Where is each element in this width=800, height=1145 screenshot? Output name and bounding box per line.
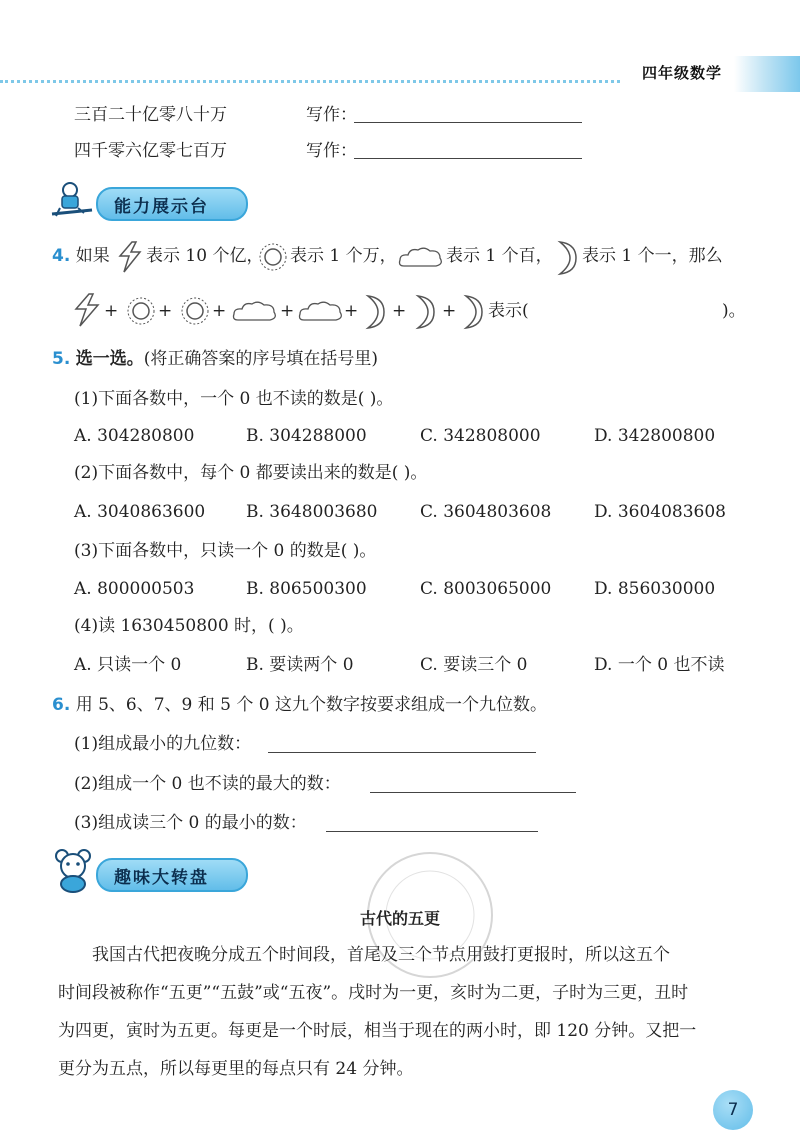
section2-title: 趣味大转盘: [114, 868, 209, 888]
q5-question-3: (3)下面各数中，只读一个 0 的数是( )。: [74, 541, 377, 561]
moon-icon: [460, 294, 486, 330]
q4-answer-blank[interactable]: [540, 296, 720, 324]
q4-plus: +: [104, 301, 119, 321]
q6-number: 6.: [52, 695, 71, 715]
sun-icon: [258, 242, 288, 272]
q5-2-option-d[interactable]: D. 3604083608: [594, 502, 726, 522]
lightning-icon: [116, 240, 144, 274]
section1-title: 能力展示台: [114, 197, 209, 217]
q4-plus: +: [442, 301, 457, 321]
q6-item-2: (2)组成一个 0 也不读的最大的数：: [74, 774, 341, 794]
q5-question-4: (4)读 1630450800 时，( )。: [74, 616, 304, 636]
q4-number: 4.: [52, 246, 71, 266]
skier-mascot-icon: [48, 180, 98, 222]
cloud-icon: [298, 300, 344, 326]
write-row-1-label: 写作：: [306, 105, 357, 125]
q5-2-option-c[interactable]: C. 3604803608: [420, 502, 552, 522]
q4-text-2: 表示 10 个亿，: [146, 246, 264, 266]
sun-icon: [180, 296, 210, 326]
write-row-1-answer-line[interactable]: [354, 122, 582, 123]
write-row-2-label: 写作：: [306, 141, 357, 161]
story-line-3: 为四更，寅时为五更。每更是一个时辰，相当于现在的两小时，即 120 分钟。又把一: [58, 1021, 697, 1041]
story-line-4: 更分为五点，所以每更里的每点只有 24 分钟。: [58, 1059, 414, 1079]
lightning-icon: [72, 292, 102, 328]
q5-4-option-d[interactable]: D. 一个 0 也不读: [594, 655, 725, 675]
q6-item-1-answer-line[interactable]: [268, 752, 536, 753]
q4-text-4: 表示 1 个百，: [446, 246, 553, 266]
q5-3-option-a[interactable]: A. 800000503: [74, 579, 195, 599]
q4-plus: +: [212, 301, 227, 321]
moon-icon: [412, 294, 438, 330]
q4-text-1: 如果: [75, 246, 110, 266]
q5-4-option-c[interactable]: C. 要读三个 0: [420, 655, 528, 675]
q4-plus: +: [344, 301, 359, 321]
q5-4-option-a[interactable]: A. 只读一个 0: [74, 655, 182, 675]
q5-1-option-b[interactable]: B. 304288000: [246, 426, 367, 446]
story-line-2: 时间段被称作“五更”“五鼓”或“五夜”。戌时为一更，亥时为二更，子时为三更，丑时: [58, 983, 689, 1003]
q5-1-option-c[interactable]: C. 342808000: [420, 426, 541, 446]
q6-item-1: (1)组成最小的九位数：: [74, 734, 252, 754]
write-row-2-text: 四千零六亿零七百万: [74, 141, 227, 161]
q4-plus: +: [158, 301, 173, 321]
q4-answer-close: )。: [722, 301, 746, 321]
q5-2-option-a[interactable]: A. 3040863600: [74, 502, 206, 522]
header-title: 四年级数学: [642, 64, 723, 82]
q5-3-option-c[interactable]: C. 8003065000: [420, 579, 552, 599]
q5-1-option-a[interactable]: A. 304280800: [74, 426, 195, 446]
q5-4-option-b[interactable]: B. 要读两个 0: [246, 655, 354, 675]
q4-text-5: 表示 1 个一，那么: [582, 246, 723, 266]
q5-title: 选一选。: [75, 349, 144, 369]
q5-1-option-d[interactable]: D. 342800800: [594, 426, 716, 446]
cloud-icon: [232, 300, 278, 326]
story-line-1: 我国古代把夜晚分成五个时间段，首尾及三个节点用鼓打更报时，所以这五个: [92, 945, 670, 965]
cloud-icon: [398, 246, 444, 272]
header-dotted-rule: [0, 80, 620, 83]
q5-3-option-d[interactable]: D. 856030000: [594, 579, 716, 599]
q5-instruction: (将正确答案的序号填在括号里): [143, 349, 378, 369]
q4-answer-label: 表示(: [488, 301, 529, 321]
moon-icon: [554, 240, 580, 276]
q5-question-1: (1)下面各数中，一个 0 也不读的数是( )。: [74, 389, 394, 409]
q6-item-2-answer-line[interactable]: [370, 792, 576, 793]
moon-icon: [362, 294, 388, 330]
bear-mascot-icon: [50, 846, 98, 894]
q4-plus: +: [280, 301, 295, 321]
write-row-2-answer-line[interactable]: [354, 158, 582, 159]
write-row-1-text: 三百二十亿零八十万: [74, 105, 227, 125]
q5-3-option-b[interactable]: B. 806500300: [246, 579, 367, 599]
sun-icon: [126, 296, 156, 326]
story-title: 古代的五更: [359, 909, 440, 928]
q6-item-3-answer-line[interactable]: [326, 831, 538, 832]
q5-2-option-b[interactable]: B. 3648003680: [246, 502, 378, 522]
q6-text: 用 5、6、7、9 和 5 个 0 这九个数字按要求组成一个九位数。: [75, 695, 548, 715]
q4-plus: +: [392, 301, 407, 321]
page-number: 7: [713, 1090, 753, 1130]
q5-question-2: (2)下面各数中，每个 0 都要读出来的数是( )。: [74, 463, 428, 483]
q5-number: 5.: [52, 349, 71, 369]
q6-item-3: (3)组成读三个 0 的最小的数：: [74, 813, 307, 833]
q4-text-3: 表示 1 个万，: [290, 246, 397, 266]
